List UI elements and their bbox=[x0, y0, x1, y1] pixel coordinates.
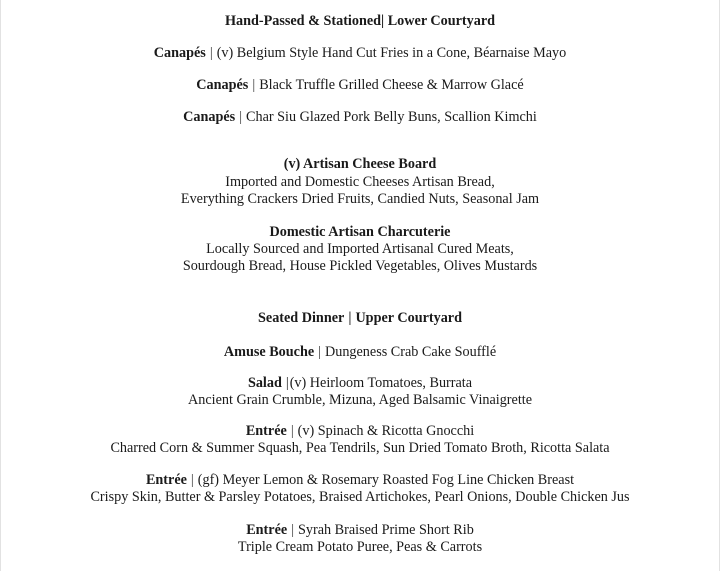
item-label: Amuse Bouche bbox=[223, 344, 315, 360]
item-divider: | bbox=[239, 109, 243, 125]
menu-item-entree-2 bbox=[0, 472, 720, 489]
item-divider: | bbox=[209, 45, 213, 61]
item-divider: | bbox=[290, 423, 294, 439]
charcuterie-line-2: Sourdough Bread, House Pickled Vegetables, Olives Mustards bbox=[182, 258, 538, 274]
section-title: Seated Dinner bbox=[258, 310, 345, 326]
charcuterie-title: Domestic Artisan Charcuterie bbox=[269, 224, 451, 240]
item-text: (v) Spinach & Ricotta Gnocchi bbox=[297, 423, 475, 439]
cheese-board-line-1: Imported and Domestic Cheeses Artisan Bread, bbox=[225, 174, 495, 190]
menu-item-canape-2 bbox=[0, 77, 720, 94]
item-label: Canapés bbox=[153, 45, 206, 61]
item-text: (v) Heirloom Tomatoes, Burrata bbox=[289, 375, 473, 391]
menu-item-entree-1-line-2: Charred Corn & Summer Squash, Pea Tendrils, Sun Dried Tomato Broth, Ricotta Salata bbox=[110, 440, 610, 456]
menu-item-salad-line-2: Ancient Grain Crumble, Mizuna, Aged Balsamic Vinaigrette bbox=[187, 392, 533, 408]
section-header-stationed bbox=[0, 13, 720, 30]
menu-item-entree-1 bbox=[0, 423, 720, 440]
menu-item-entree-2-line-2: Crispy Skin, Butter & Parsley Potatoes, Braised Artichokes, Pearl Onions, Double Chicken Jus bbox=[90, 489, 630, 505]
charcuterie-line-1: Locally Sourced and Imported Artisanal Cured Meats, bbox=[206, 241, 514, 257]
item-label: Entrée bbox=[245, 423, 287, 439]
item-text: Char Siu Glazed Pork Belly Buns, Scallion Kimchi bbox=[246, 109, 537, 125]
section-header-dinner bbox=[0, 310, 720, 327]
section-title: Hand-Passed & Stationed bbox=[224, 13, 382, 29]
item-label: Entrée bbox=[145, 472, 187, 488]
section-divider: | bbox=[348, 310, 352, 326]
item-divider: | bbox=[190, 472, 194, 488]
item-divider: | bbox=[318, 344, 321, 360]
item-label: Canapés bbox=[196, 77, 249, 93]
item-text: Dungeness Crab Cake Soufflé bbox=[324, 344, 497, 360]
section-divider: | bbox=[381, 13, 385, 29]
cheese-board-title: (v) Artisan Cheese Board bbox=[283, 156, 437, 172]
section-location: Lower Courtyard bbox=[384, 13, 496, 29]
item-label: Entrée bbox=[246, 522, 288, 538]
item-text: (v) Belgium Style Hand Cut Fries in a Cone, Béarnaise Mayo bbox=[216, 45, 567, 61]
menu-item-entree-3 bbox=[0, 522, 720, 539]
item-text: Black Truffle Grilled Cheese & Marrow Glacé bbox=[259, 77, 524, 93]
item-text: Syrah Braised Prime Short Rib bbox=[298, 522, 474, 538]
item-text: (gf) Meyer Lemon & Rosemary Roasted Fog Line Chicken Breast bbox=[197, 472, 575, 488]
menu-item-canape-3 bbox=[0, 109, 720, 126]
menu-item-canape-1 bbox=[0, 45, 720, 62]
item-divider: | bbox=[285, 375, 289, 391]
item-divider: | bbox=[291, 522, 295, 538]
item-label: Canapés bbox=[183, 109, 236, 125]
menu-item-entree-3-line-2: Triple Cream Potato Puree, Peas & Carrots bbox=[237, 539, 483, 555]
item-label: Salad bbox=[247, 375, 282, 391]
section-location: Upper Courtyard bbox=[355, 310, 462, 326]
cheese-board-line-2: Everything Crackers Dried Fruits, Candied Nuts, Seasonal Jam bbox=[180, 191, 540, 207]
item-divider: | bbox=[252, 77, 256, 93]
menu-item-salad bbox=[0, 375, 720, 392]
menu-item-amuse-bouche bbox=[0, 344, 720, 361]
